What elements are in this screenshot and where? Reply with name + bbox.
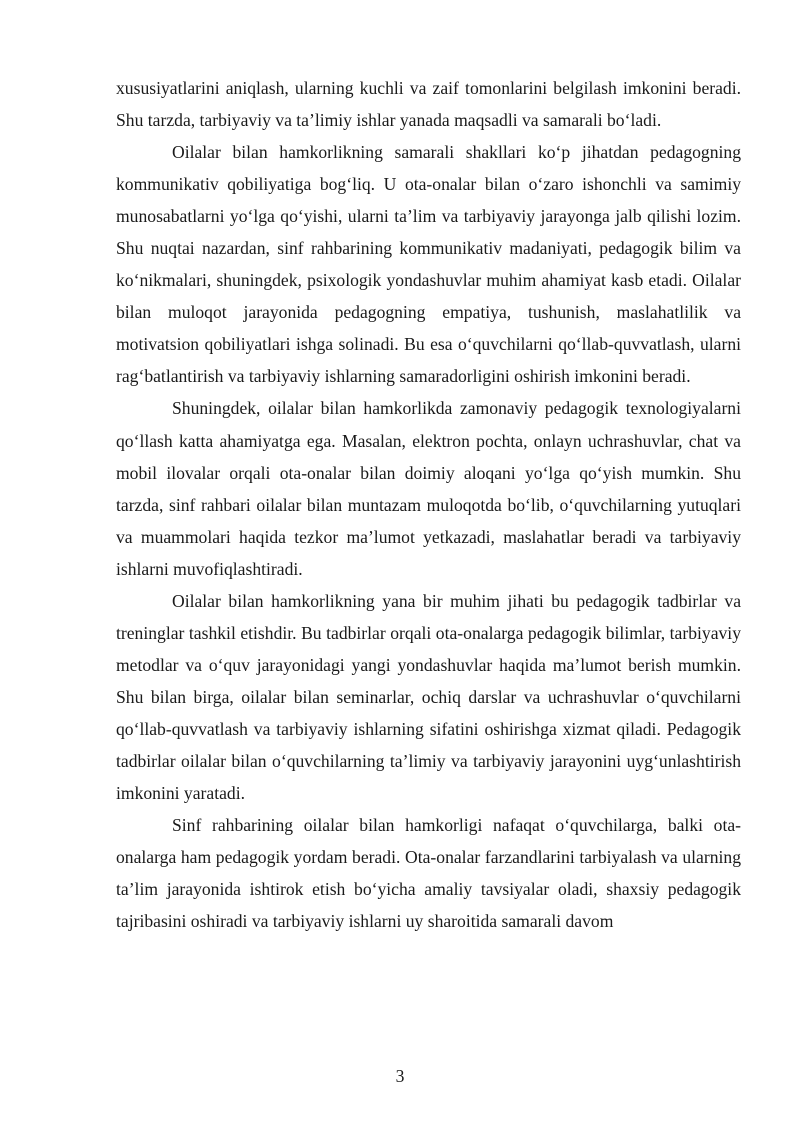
paragraph-continuation: xususiyatlarini aniqlash, ularning kuchli va zaif tomonlarini belgilash imkonini beradi. Shu tarzda, tarbiyaviy va ta’limiy ishlar yanada maqsadli va samarali bo‘ladi. [116,78,741,131]
body-text [116,72,741,937]
page-number: 3 [395,1066,405,1086]
paragraph-technologies: Shuningdek, oilalar bilan hamkorlikda zamonaviy pedagogik texnologiyalarni qo‘llash katta ahamiyatga ega. Masalan, elektron pochta, onlayn uchrashuvlar, chat va mobil ilovalar orqali ota-onalar bilan doimiy aloqani yo‘lga qo‘yish mumkin. Shu tarzda, sinf rahbari oilalar bilan muntazam muloqotda bo‘lib, o‘quvchilarning yutuqlari va muammolari haqida tezkor ma’lumot yetkazadi, maslahatlar beradi va tarbiyaviy ishlarni muvofiqlashtiradi. [116,398,741,579]
paragraph-communication: Oilalar bilan hamkorlikning samarali shakllari ko‘p jihatdan pedagogning kommunikativ qobiliyatiga bog‘liq. U ota-onalar bilan o‘zaro ishonchli va samimiy munosabatlarni yo‘lga qo‘yishi, ularni ta’lim va tarbiyaviy jarayonga jalb qilishi lozim. Shu nuqtai nazardan, sinf rahbarining kommunikativ madaniyati, pedagogik bilim va ko‘nikmalari, shuningdek, psixologik yondashuvlar muhim ahamiyat kasb etadi. Oilalar bilan muloqot jarayonida pedagogning empatiya, tushunish, maslahatlilik va motivatsion qobiliyatlari ishga solinadi. Bu esa o‘quvchilarni qo‘llab-quvvatlash, ularni rag‘batlantirish va tarbiyaviy ishlarning samaradorligini oshirish imkonini beradi. [116,142,741,387]
paragraph-parent-support: Sinf rahbarining oilalar bilan hamkorligi nafaqat o‘quvchilarga, balki ota-onalarga ham pedagogik yordam beradi. Ota-onalar farzandlarini tarbiyalash va ularning ta’lim jarayonida ishtirok etish bo‘yicha amaliy tavsiyalar oladi, shaxsiy pedagogik tajribasini oshiradi va tarbiyaviy ishlarni uy sharoitida samarali davom [116,815,741,932]
paragraph-events: Oilalar bilan hamkorlikning yana bir muhim jihati bu pedagogik tadbirlar va treninglar tashkil etishdir. Bu tadbirlar orqali ota-onalarga pedagogik bilimlar, tarbiyaviy metodlar va o‘quv jarayonidagi yangi yondashuvlar haqida ma’lumot berish mumkin. Shu bilan birga, oilalar bilan seminarlar, ochiq darslar va uchrashuvlar o‘quvchilarni qo‘llab-quvvatlash va tarbiyaviy ishlarning sifatini oshirishga xizmat qiladi. Pedagogik tadbirlar oilalar bilan o‘quvchilarning ta’limiy va tarbiyaviy jarayonini uyg‘unlashtirish imkonini yaratadi. [116,590,741,804]
